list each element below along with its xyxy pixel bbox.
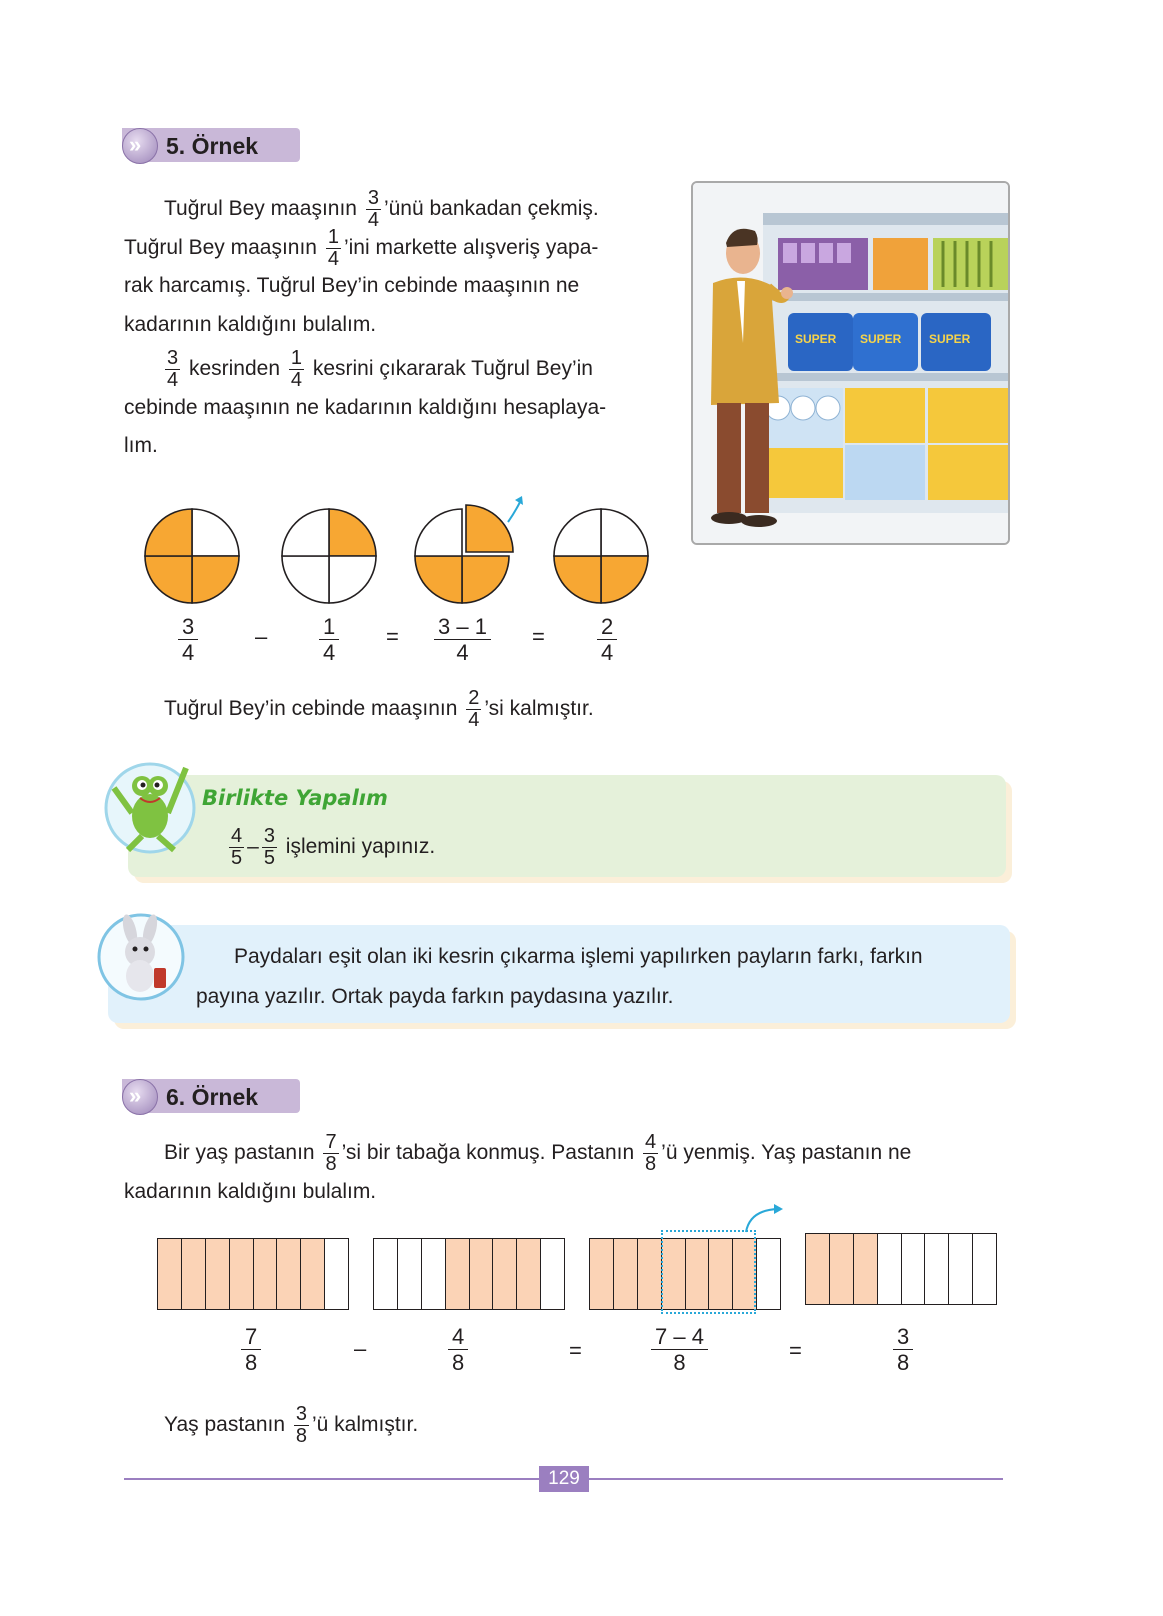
numerator: 1 [319,614,339,640]
shopper-at-shelf-image [693,183,1008,543]
circle-quarter [329,509,376,556]
denominator: 5 [263,847,275,869]
fraction [229,826,244,869]
eq5-fraction-1 [178,614,198,665]
equals-sign: = [386,624,399,649]
example6-line2: kadarının kaldığını bulalım. [124,1180,377,1203]
bar-cell [925,1234,949,1304]
text-segment: Tuğrul Bey’in cebinde maaşının [164,697,458,721]
circle-quarter [554,556,601,603]
eq5-fraction-3 [434,614,491,665]
fraction-circle [282,509,376,603]
numerator: 4 [448,1324,468,1350]
denominator: 8 [645,1153,657,1175]
market-illustration [691,181,1010,545]
bar-cell [470,1239,494,1309]
circle-quarter [282,509,329,556]
footer-line-left [124,1478,539,1480]
chevron-double-right-icon: » [122,1079,158,1115]
bar-cell [902,1234,926,1304]
denominator: 5 [231,847,243,869]
birlikte-exercise [226,826,435,869]
numerator: 3 [178,614,198,640]
removed-quarter [466,505,513,552]
text-segment: kesrini çıkararak Tuğrul Bey’in [312,357,593,381]
fraction [289,348,304,391]
denominator: 4 [367,209,379,231]
bar-cell [254,1239,278,1309]
fraction [323,1132,338,1175]
bar-cell [541,1239,564,1309]
eq6-fraction-2 [448,1324,468,1375]
text-segment: ’ini markette alışveriş yapa- [343,236,599,260]
denominator: 8 [897,1350,910,1375]
denominator: 8 [325,1153,337,1175]
fraction-circles [140,494,660,610]
example5-line7: lım. [124,434,158,457]
example6-title: 6. Örnek [166,1084,259,1110]
fraction-circle [415,505,513,603]
circle-quarter [145,556,192,603]
denominator: 4 [290,369,302,391]
fraction [165,348,180,391]
bar-cell [757,1239,780,1309]
example5-header [122,128,300,162]
circle-quarter [415,509,462,556]
example5-line6: cebinde maaşının ne kadarının kaldığını hesaplaya- [124,396,607,419]
bar-cell [590,1239,614,1309]
eq6-fraction-4 [893,1324,913,1375]
text-segment: ’si kalmıştır. [484,697,594,721]
example5-title: 5. Örnek [166,133,259,159]
fraction [643,1132,658,1175]
bar-cell [638,1239,662,1309]
eq6-fraction-1 [241,1324,261,1375]
bar-model-3-8 [805,1233,997,1305]
numerator: 2 [597,614,617,640]
numerator: 7 – 4 [651,1324,708,1350]
bar-cell [398,1239,422,1309]
denominator: 4 [167,369,179,391]
text-segment: ’ünü bankadan çekmiş. [383,197,599,221]
svg-text:SUPER: SUPER [860,332,902,346]
bar-cell [422,1239,446,1309]
eq6-fraction-3 [651,1324,708,1375]
bar-cell [949,1234,973,1304]
bar-cell [182,1239,206,1309]
denominator: 8 [452,1350,465,1375]
text-segment: Bir yaş pastanın [164,1141,315,1165]
numerator: 3 [893,1324,913,1350]
denominator: 4 [456,640,469,665]
bar-cell [517,1239,541,1309]
example6-line1 [164,1132,911,1175]
numerator: 1 [327,226,339,248]
numerator: 3 [167,347,179,369]
eq5-fraction-4 [597,614,617,665]
circle-quarter [145,509,192,556]
page-number: 129 [539,1466,589,1492]
minus-sign: – [354,1336,367,1361]
bar-cell [806,1234,830,1304]
denominator: 4 [327,248,339,270]
footer-line-right [589,1478,1003,1480]
rule-line2: payına yazılır. Ortak payda farkın paydasına yazılır. [196,985,674,1008]
bar-model-7-8 [157,1238,349,1310]
circle-quarter [601,556,648,603]
text-segment: Yaş pastanın [164,1413,286,1437]
fraction [466,688,481,731]
svg-text:SUPER: SUPER [795,332,837,346]
equals-sign: = [532,624,545,649]
circle-quarter [415,556,462,603]
bar-cell [973,1234,996,1304]
example5-line1 [164,188,599,231]
svg-text:SUPER: SUPER [929,332,971,346]
example6-header [122,1079,300,1113]
fraction [366,188,381,231]
example5-line3: rak harcamış. Tuğrul Bey’in cebinde maaşının ne [124,274,580,297]
text-segment: Tuğrul Bey maaşının [124,236,317,260]
circle-quarter [554,509,601,556]
circle-quarter [192,509,239,556]
fraction [262,826,277,869]
circle-quarter [462,556,509,603]
denominator: 4 [323,640,336,665]
birlikte-title: Birlikte Yapalım [202,786,388,810]
text-segment: işlemini yapınız. [285,835,436,859]
denominator: 8 [295,1425,307,1447]
text-segment: ’ü yenmiş. Yaş pastanın ne [661,1141,912,1165]
circle-quarter [192,556,239,603]
bar-cell [854,1234,878,1304]
denominator: 4 [182,640,195,665]
equals-sign: = [789,1338,802,1363]
text-segment: kesrinden [188,357,281,381]
circle-quarter [601,509,648,556]
fraction-circle [554,509,648,603]
bar-cell [301,1239,325,1309]
numerator: 2 [468,687,480,709]
denominator: 4 [468,709,480,731]
denominator: 8 [673,1350,686,1375]
bar-cell [206,1239,230,1309]
example5-line4: kadarının kaldığını bulalım. [124,313,377,336]
rule-line1: Paydaları eşit olan iki kesrin çıkarma işlemi yapılırken payların farkı, farkın [234,945,923,968]
bar-model-4-8 [373,1238,565,1310]
fraction-circle [145,509,239,603]
numerator: 7 [325,1131,337,1153]
minus-sign: – [255,624,268,649]
text-segment: ’ü kalmıştır. [312,1413,419,1437]
rabbit-mascot-icon [96,912,186,1002]
removed-parts-highlight [661,1230,756,1314]
circle-quarter [282,556,329,603]
curved-arrow-icon [740,1200,790,1236]
circle-quarter [329,556,376,603]
minus-sign: – [247,835,259,859]
example5-line5 [162,348,593,391]
denominator: 4 [601,640,614,665]
curved-arrow-icon [508,502,520,522]
bar-cell [277,1239,301,1309]
bar-cell [446,1239,470,1309]
fraction [294,1404,309,1447]
chevron-double-right-icon: » [122,128,158,164]
example5-result [164,688,594,731]
numerator: 1 [290,347,302,369]
equals-sign: = [569,1338,582,1363]
bar-cell [493,1239,517,1309]
fraction [326,227,341,270]
bar-cell [830,1234,854,1304]
text-segment: ’si bir tabağa konmuş. Pastanın [341,1141,635,1165]
frog-mascot-icon [100,758,196,854]
bar-cell [325,1239,348,1309]
numerator: 4 [231,825,243,847]
bar-cell [614,1239,638,1309]
numerator: 4 [645,1131,657,1153]
bar-cell [878,1234,902,1304]
numerator: 3 [263,825,275,847]
numerator: 3 [367,187,379,209]
numerator: 3 [295,1403,307,1425]
bar-cell [158,1239,182,1309]
example6-result [164,1404,418,1447]
example5-line2 [124,227,598,270]
denominator: 8 [245,1350,258,1375]
eq5-fraction-2 [319,614,339,665]
bar-cell [374,1239,398,1309]
text-segment: Tuğrul Bey maaşının [164,197,357,221]
numerator: 3 – 1 [434,614,491,640]
bar-cell [230,1239,254,1309]
numerator: 7 [241,1324,261,1350]
